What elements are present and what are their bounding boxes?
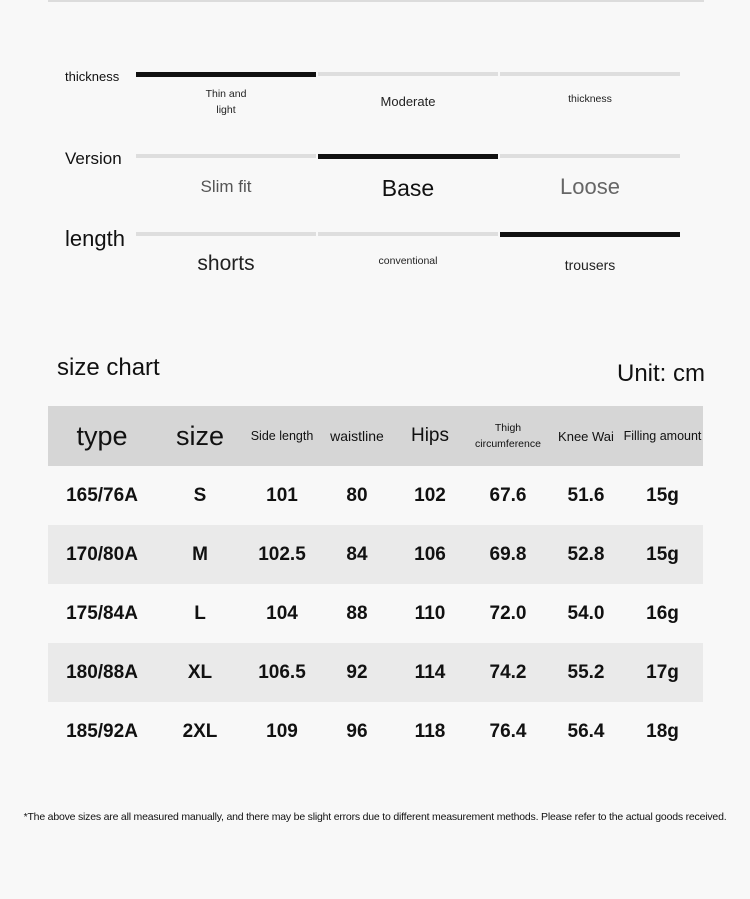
table-cell: 109	[266, 720, 298, 742]
table-cell: 114	[394, 643, 466, 702]
table-cell: 110	[414, 602, 446, 624]
table-cell: L	[194, 602, 206, 624]
attribute-label: length	[65, 226, 125, 251]
table-cell: M	[156, 525, 244, 584]
table-row	[48, 525, 703, 584]
table-cell: 74.2	[466, 643, 550, 702]
table-cell: 18g	[646, 720, 679, 742]
option-segment[interactable]	[136, 72, 316, 119]
option-bar	[318, 232, 498, 236]
table-cell: 101	[266, 484, 298, 506]
table-cell: 76.4	[489, 720, 527, 742]
header-hips: Hips	[394, 406, 466, 466]
table-cell: 104	[266, 602, 298, 624]
option-label: trousers	[564, 257, 616, 273]
table-cell: 17g	[622, 643, 703, 702]
table-cell: 15g	[622, 525, 703, 584]
option-bar	[136, 232, 316, 236]
option-bar	[318, 72, 498, 76]
table-cell: 52.8	[550, 525, 622, 584]
option-segment[interactable]	[500, 72, 680, 108]
attribute-label: thickness	[65, 69, 120, 84]
table-cell: XL	[156, 643, 244, 702]
option-label: Thin and light	[205, 88, 247, 116]
table-row	[48, 643, 703, 702]
table-row	[48, 466, 703, 525]
option-segment[interactable]	[500, 232, 680, 276]
table-cell: 67.6	[489, 484, 527, 506]
table-cell: 15g	[646, 484, 679, 506]
table-cell: 106.5	[244, 643, 320, 702]
table-cell: 16g	[646, 602, 679, 624]
table-cell: 84	[320, 525, 394, 584]
table-cell: 80	[346, 484, 368, 506]
header-size: size	[156, 406, 244, 466]
option-label: Moderate	[380, 94, 436, 109]
option-label: thickness	[568, 93, 612, 105]
table-cell: 92	[320, 643, 394, 702]
option-segment[interactable]	[318, 154, 498, 206]
table-cell: 102.5	[244, 525, 320, 584]
table-cell: 102	[414, 484, 446, 506]
table-cell: 56.4	[567, 720, 605, 742]
table-row	[48, 702, 703, 761]
option-segment[interactable]	[318, 72, 498, 112]
table-cell: 69.8	[466, 525, 550, 584]
header-filling-amount: Filling amount	[622, 406, 703, 466]
table-cell: 106	[394, 525, 466, 584]
table-cell: 2XL	[182, 720, 218, 742]
selected-indicator-bar	[318, 154, 498, 159]
option-label: Base	[381, 175, 435, 201]
selected-indicator-bar	[136, 72, 316, 77]
attribute-label: Version	[65, 149, 122, 168]
table-cell: 118	[414, 720, 446, 742]
size-chart-title: size chart	[57, 354, 160, 381]
header-thigh-circumference: Thigh circumference	[466, 406, 550, 466]
option-bar	[136, 154, 316, 158]
table-cell: 96	[346, 720, 368, 742]
option-label: shorts	[197, 252, 255, 275]
option-segment[interactable]	[136, 232, 316, 280]
table-row	[48, 584, 703, 643]
table-cell: 88	[346, 602, 368, 624]
option-label: conventional	[378, 255, 438, 267]
option-segment[interactable]	[318, 232, 498, 270]
table-cell: 72.0	[489, 602, 527, 624]
option-label: Loose	[560, 174, 620, 199]
table-cell: 185/92A	[66, 720, 138, 742]
header-type: type	[48, 406, 156, 466]
table-cell: 170/80A	[48, 525, 156, 584]
table-cell: 51.6	[567, 484, 605, 506]
header-waistline: waistline	[320, 406, 394, 466]
header-knee-wai: Knee Wai	[550, 406, 622, 466]
table-cell: 54.0	[567, 602, 605, 624]
size-chart-table	[48, 406, 703, 761]
selected-indicator-bar	[500, 232, 680, 237]
top-divider	[48, 0, 704, 2]
option-segment[interactable]	[500, 154, 680, 203]
table-cell: S	[193, 484, 207, 506]
table-header-row	[48, 406, 703, 466]
option-label: Slim fit	[200, 177, 252, 196]
measurement-footnote: *The above sizes are all measured manually, and there may be slight errors due to different measurement methods. Please refer to the actual goods received.	[23, 811, 727, 823]
option-bar	[500, 154, 680, 158]
option-segment[interactable]	[136, 154, 316, 200]
unit-label: Unit: cm	[616, 360, 705, 387]
option-bar	[500, 72, 680, 76]
table-cell: 55.2	[550, 643, 622, 702]
table-cell: 180/88A	[48, 643, 156, 702]
table-cell: 165/76A	[66, 484, 138, 506]
header-side-length: Side length	[244, 406, 320, 466]
table-cell: 175/84A	[66, 602, 138, 624]
